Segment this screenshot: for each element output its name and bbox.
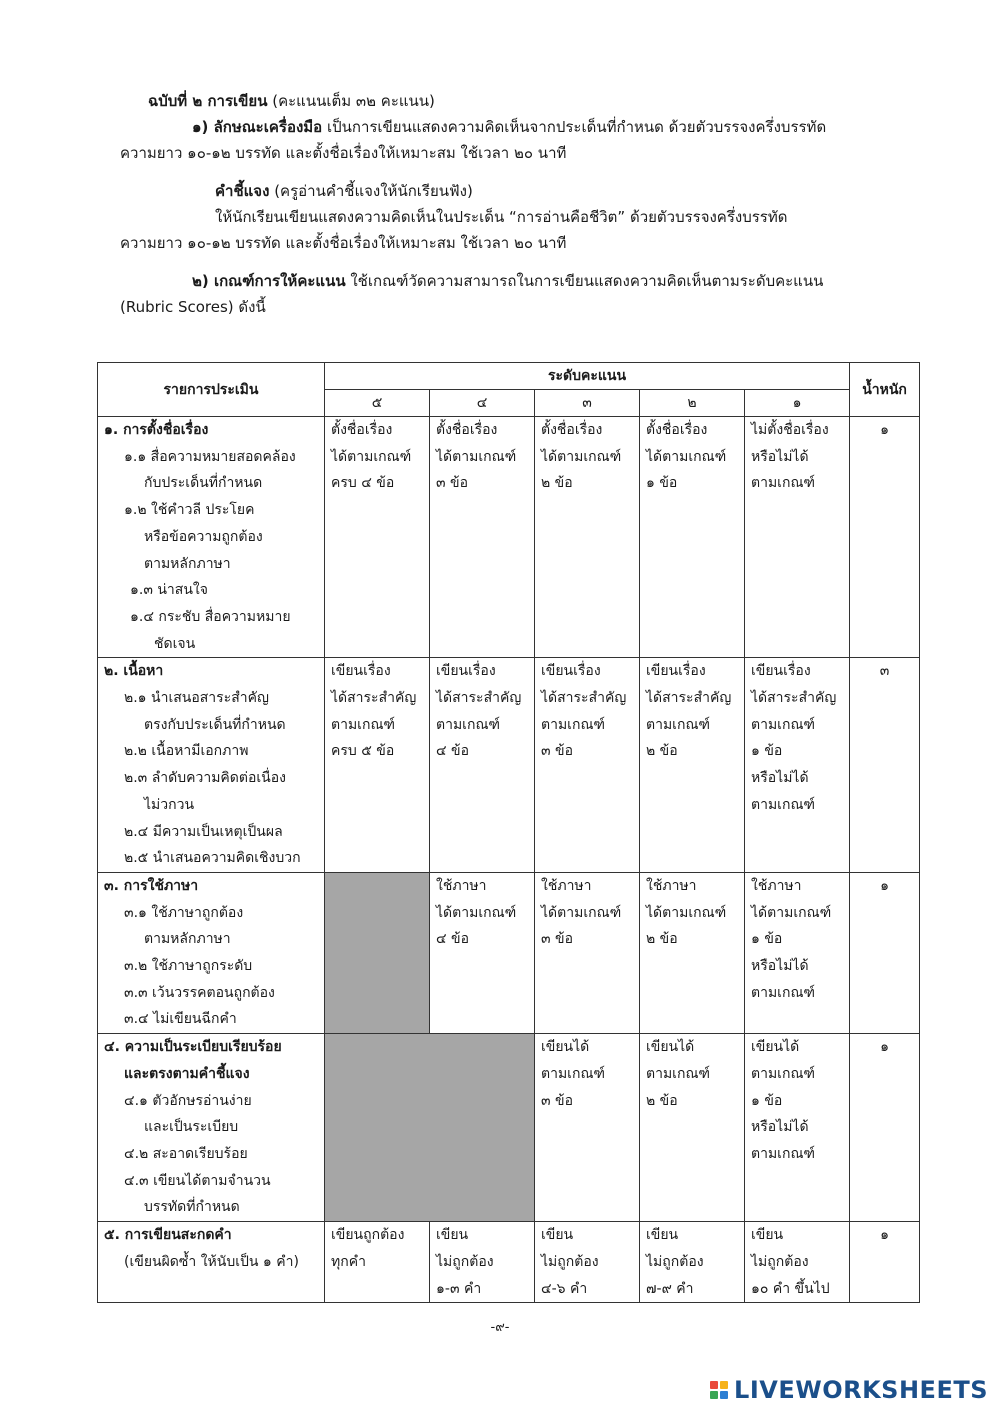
header-level-3: ๓ (535, 390, 640, 417)
table-row (98, 417, 920, 658)
cell-line: ตามเกณฑ์ (751, 1065, 816, 1082)
level-2-cell (640, 872, 745, 1033)
logo-square (710, 1391, 718, 1399)
criteria-line2: (Rubric Scores) ดังนี้ (120, 298, 266, 316)
criterion-cell (98, 872, 325, 1033)
level-1-cell (745, 1222, 850, 1303)
header-weight: น้ำหนัก (850, 363, 920, 417)
criterion-sub: ๓.๑ ใช้ภาษาถูกต้อง (124, 904, 244, 921)
cell-line: ๒ ข้อ (646, 743, 678, 760)
criterion-title: ๕. การเขียนสะกดคำ (104, 1227, 232, 1244)
criterion-sub: ตรงกับประเด็นที่กำหนด (144, 716, 286, 733)
cell-line: ตามเกณฑ์ (751, 475, 816, 492)
table-row (98, 1034, 920, 1222)
cell-line: ตั้งชื่อเรื่อง (331, 422, 393, 438)
cell-line: ทุกคำ (331, 1253, 366, 1270)
cell-line: ๓ ข้อ (436, 475, 468, 492)
criterion-sub: ไม่วกวน (144, 796, 195, 813)
criterion-sub: (เขียนผิดซ้ำ ให้นับเป็น ๑ คำ) (124, 1253, 299, 1270)
criterion-sub: ๔.๑ ตัวอักษรอ่านง่าย (124, 1092, 252, 1109)
level-4-cell (430, 1222, 535, 1303)
cell-line: ตามเกณฑ์ (331, 716, 396, 733)
logo-square (720, 1391, 728, 1399)
cell-line: เขียนเรื่อง (751, 663, 811, 680)
cell-line: ได้ตามเกณฑ์ (541, 904, 622, 921)
weight-cell: ๑ (850, 1222, 920, 1303)
weight-cell: ๑ (850, 872, 920, 1033)
cell-line: ไม่ถูกต้อง (646, 1253, 704, 1270)
criterion-sub: ๑.๑ สื่อความหมายสอดคล้อง (124, 448, 296, 465)
header-level-4: ๔ (430, 390, 535, 417)
level-1-cell (745, 1034, 850, 1222)
tool-description-line2: ความยาว ๑๐-๑๒ บรรทัด และตั้งชื่อเรื่องให้เหมาะสม ใช้เวลา ๒๐ นาที (120, 144, 567, 162)
cell-line: เขียน (436, 1227, 469, 1244)
instruction-line2: ความยาว ๑๐-๑๒ บรรทัด และตั้งชื่อเรื่องให้เหมาะสม ใช้เวลา ๒๐ นาที (120, 234, 567, 252)
cell-line: ครบ ๕ ข้อ (331, 743, 395, 760)
cell-line: เขียนเรื่อง (436, 663, 496, 680)
level-3-cell (535, 417, 640, 658)
cell-line: ๑-๓ คำ (436, 1280, 482, 1297)
level-4-cell (430, 417, 535, 658)
level-2-cell (640, 417, 745, 658)
level-3-cell (535, 1034, 640, 1222)
cell-line: เขียนได้ (541, 1039, 590, 1056)
level-1-cell (745, 417, 850, 658)
cell-line: ๑ ข้อ (646, 475, 678, 492)
criterion-sub: ๔.๒ สะอาดเรียบร้อย (124, 1145, 248, 1162)
cell-line: ใช้ภาษา (646, 877, 697, 894)
header-level-1: ๑ (745, 390, 850, 417)
criterion-sub: และเป็นระเบียบ (144, 1119, 239, 1136)
criterion-sub: ชัดเจน (154, 635, 196, 652)
cell-line: ๑๐ คำ ขึ้นไป (751, 1280, 830, 1297)
level-5-cell (325, 1222, 430, 1303)
cell-line: ได้ตามเกณฑ์ (436, 904, 517, 921)
level-2-cell (640, 1034, 745, 1222)
cell-line: ใช้ภาษา (436, 877, 487, 894)
criterion-sub: ๑.๓ น่าสนใจ (130, 582, 208, 599)
cell-line: ตามเกณฑ์ (751, 984, 816, 1001)
cell-line: ใช้ภาษา (541, 877, 592, 894)
weight-cell: ๓ (850, 658, 920, 873)
cell-line: ได้ตามเกณฑ์ (541, 448, 622, 465)
level-2-cell (640, 1222, 745, 1303)
cell-line: ๔ ข้อ (436, 743, 470, 760)
criterion-sub: ๑.๒ ใช้คำวลี ประโยค (124, 502, 255, 519)
cell-line: หรือไม่ได้ (751, 770, 809, 787)
cell-line: ตามเกณฑ์ (751, 716, 816, 733)
level-3-cell (535, 872, 640, 1033)
cell-line: ครบ ๔ ข้อ (331, 475, 395, 492)
cell-line: ตามเกณฑ์ (751, 796, 816, 813)
table-row (98, 658, 920, 873)
cell-line: ได้สาระสำคัญ (331, 690, 417, 707)
criterion-sub: กับประเด็นที่กำหนด (144, 475, 263, 492)
liveworksheets-logo-icon (710, 1381, 728, 1399)
criterion-cell (98, 417, 325, 658)
level-4-cell (430, 658, 535, 873)
cell-line: ๒ ข้อ (646, 931, 678, 948)
cell-line: ๓ ข้อ (541, 743, 573, 760)
criterion-sub: บรรทัดที่กำหนด (144, 1199, 240, 1216)
section-heading: ฉบับที่ ๒ การเขียน (คะแนนเต็ม ๓๒ คะแนน) (148, 92, 435, 110)
cell-line: ได้ตามเกณฑ์ (751, 904, 832, 921)
cell-line: ใช้ภาษา (751, 877, 802, 894)
criterion-sub: ตามหลักภาษา (144, 931, 231, 948)
level-1-cell (745, 658, 850, 873)
cell-line: เขียนได้ (646, 1039, 695, 1056)
cell-line: ได้สาระสำคัญ (751, 690, 837, 707)
criterion-title: ๔. ความเป็นระเบียบเรียบร้อย (104, 1039, 282, 1056)
shaded-cell (325, 1034, 535, 1222)
cell-line: ได้ตามเกณฑ์ (436, 448, 517, 465)
cell-line: ๑ ข้อ (751, 743, 783, 760)
header-level-2: ๒ (640, 390, 745, 417)
criterion-title: และตรงตามคำชี้แจง (124, 1065, 250, 1082)
cell-line: ไม่ถูกต้อง (751, 1253, 809, 1270)
cell-line: หรือไม่ได้ (751, 958, 809, 975)
level-5-cell (325, 417, 430, 658)
rubric-table (97, 362, 920, 1303)
cell-line: ๒ ข้อ (541, 475, 573, 492)
cell-line: ๑ ข้อ (751, 931, 783, 948)
criterion-sub: ๒.๔ มีความเป็นเหตุเป็นผล (124, 823, 283, 840)
instruction-heading: คำชี้แจง (ครูอ่านคำชี้แจงให้นักเรียนฟัง) (215, 182, 473, 200)
header-levels: ระดับคะแนน (325, 363, 850, 390)
cell-line: ตามเกณฑ์ (646, 716, 711, 733)
cell-line: เขียน (541, 1227, 574, 1244)
criterion-sub: ๒.๓ ลำดับความคิดต่อเนื่อง (124, 770, 286, 787)
criterion-cell (98, 1222, 325, 1303)
criterion-sub: ๓.๒ ใช้ภาษาถูกระดับ (124, 958, 253, 975)
criterion-cell (98, 1034, 325, 1222)
cell-line: เขียนเรื่อง (541, 663, 601, 680)
criterion-sub: ๓.๔ ไม่เขียนฉีกคำ (124, 1011, 237, 1028)
table-row (98, 1222, 920, 1303)
cell-line: ได้ตามเกณฑ์ (646, 904, 727, 921)
cell-line: เขียนได้ (751, 1039, 800, 1056)
criterion-sub: ๒.๑ นำเสนอสาระสำคัญ (124, 690, 269, 707)
cell-line: เขียน (751, 1227, 784, 1244)
cell-line: ตามเกณฑ์ (541, 1065, 606, 1082)
criteria-line1: ๒) เกณฑ์การให้คะแนน ใช้เกณฑ์วัดความสามารถในการเขียนแสดงความคิดเห็นตามระดับคะแนน (192, 272, 824, 290)
liveworksheets-brand[interactable] (710, 1376, 988, 1404)
criterion-sub: ๔.๓ เขียนได้ตามจำนวน (124, 1172, 271, 1189)
criterion-sub: ๓.๓ เว้นวรรคตอนถูกต้อง (124, 984, 275, 1001)
cell-line: ๒ ข้อ (646, 1092, 678, 1109)
cell-line: เขียน (646, 1227, 679, 1244)
header-item: รายการประเมิน (98, 363, 325, 417)
tool-description-line1: ๑) ลักษณะเครื่องมือ เป็นการเขียนแสดงความคิดเห็นจากประเด็นที่กำหนด ด้วยตัวบรรจงครึ่งบรรทัด (192, 118, 827, 136)
shaded-cell (325, 872, 430, 1033)
cell-line: ไม่ตั้งชื่อเรื่อง (751, 422, 829, 438)
level-1-cell (745, 872, 850, 1033)
cell-line: ไม่ถูกต้อง (436, 1253, 494, 1270)
cell-line: หรือไม่ได้ (751, 1119, 809, 1136)
brand-name: LIVEWORKSHEETS (734, 1376, 988, 1404)
cell-line: ๔-๖ คำ (541, 1280, 588, 1297)
intro-section (120, 88, 885, 320)
cell-line: ๗-๙ คำ (646, 1280, 694, 1297)
criterion-title: ๓. การใช้ภาษา (104, 877, 199, 894)
cell-line: ตามเกณฑ์ (646, 1065, 711, 1082)
logo-square (710, 1381, 718, 1389)
cell-line: ได้ตามเกณฑ์ (646, 448, 727, 465)
criterion-cell (98, 658, 325, 873)
cell-line: เขียนถูกต้อง (331, 1227, 405, 1244)
cell-line: เขียนเรื่อง (331, 663, 391, 680)
cell-line: ตามเกณฑ์ (751, 1145, 816, 1162)
level-5-cell (325, 658, 430, 873)
weight-cell: ๑ (850, 417, 920, 658)
cell-line: ตั้งชื่อเรื่อง (541, 422, 603, 438)
cell-line: ตั้งชื่อเรื่อง (436, 422, 498, 438)
criterion-sub: ตามหลักภาษา (144, 555, 231, 572)
criterion-sub: หรือข้อความถูกต้อง (144, 528, 263, 545)
weight-cell: ๑ (850, 1034, 920, 1222)
cell-line: ๓ ข้อ (541, 1092, 573, 1109)
cell-line: ได้สาระสำคัญ (541, 690, 627, 707)
level-3-cell (535, 658, 640, 873)
page-number: -๙- (490, 1320, 510, 1335)
criterion-sub: ๒.๕ นำเสนอความคิดเชิงบวก (124, 850, 301, 867)
cell-line: ตั้งชื่อเรื่อง (646, 422, 708, 438)
cell-line: ๓ ข้อ (541, 931, 573, 948)
cell-line: ไม่ถูกต้อง (541, 1253, 599, 1270)
criterion-title: ๒. เนื้อหา (104, 663, 164, 680)
cell-line: ตามเกณฑ์ (541, 716, 606, 733)
cell-line: ๑ ข้อ (751, 1092, 783, 1109)
table-row (98, 872, 920, 1033)
criterion-sub: ๑.๔ กระชับ สื่อความหมาย (130, 608, 291, 625)
criterion-sub: ๒.๒ เนื้อหามีเอกภาพ (124, 743, 249, 760)
cell-line: ได้สาระสำคัญ (646, 690, 732, 707)
criterion-title: ๑. การตั้งชื่อเรื่อง (104, 422, 209, 438)
cell-line: ตามเกณฑ์ (436, 716, 501, 733)
level-2-cell (640, 658, 745, 873)
cell-line: ๔ ข้อ (436, 931, 470, 948)
level-4-cell (430, 872, 535, 1033)
header-level-5: ๕ (325, 390, 430, 417)
cell-line: หรือไม่ได้ (751, 448, 809, 465)
cell-line: ได้สาระสำคัญ (436, 690, 522, 707)
cell-line: เขียนเรื่อง (646, 663, 706, 680)
instruction-line1: ให้นักเรียนเขียนแสดงความคิดเห็นในประเด็น “การอ่านคือชีวิต” ด้วยตัวบรรจงครึ่งบรรทัด (215, 208, 788, 226)
level-3-cell (535, 1222, 640, 1303)
logo-square (720, 1381, 728, 1389)
cell-line: ได้ตามเกณฑ์ (331, 448, 412, 465)
